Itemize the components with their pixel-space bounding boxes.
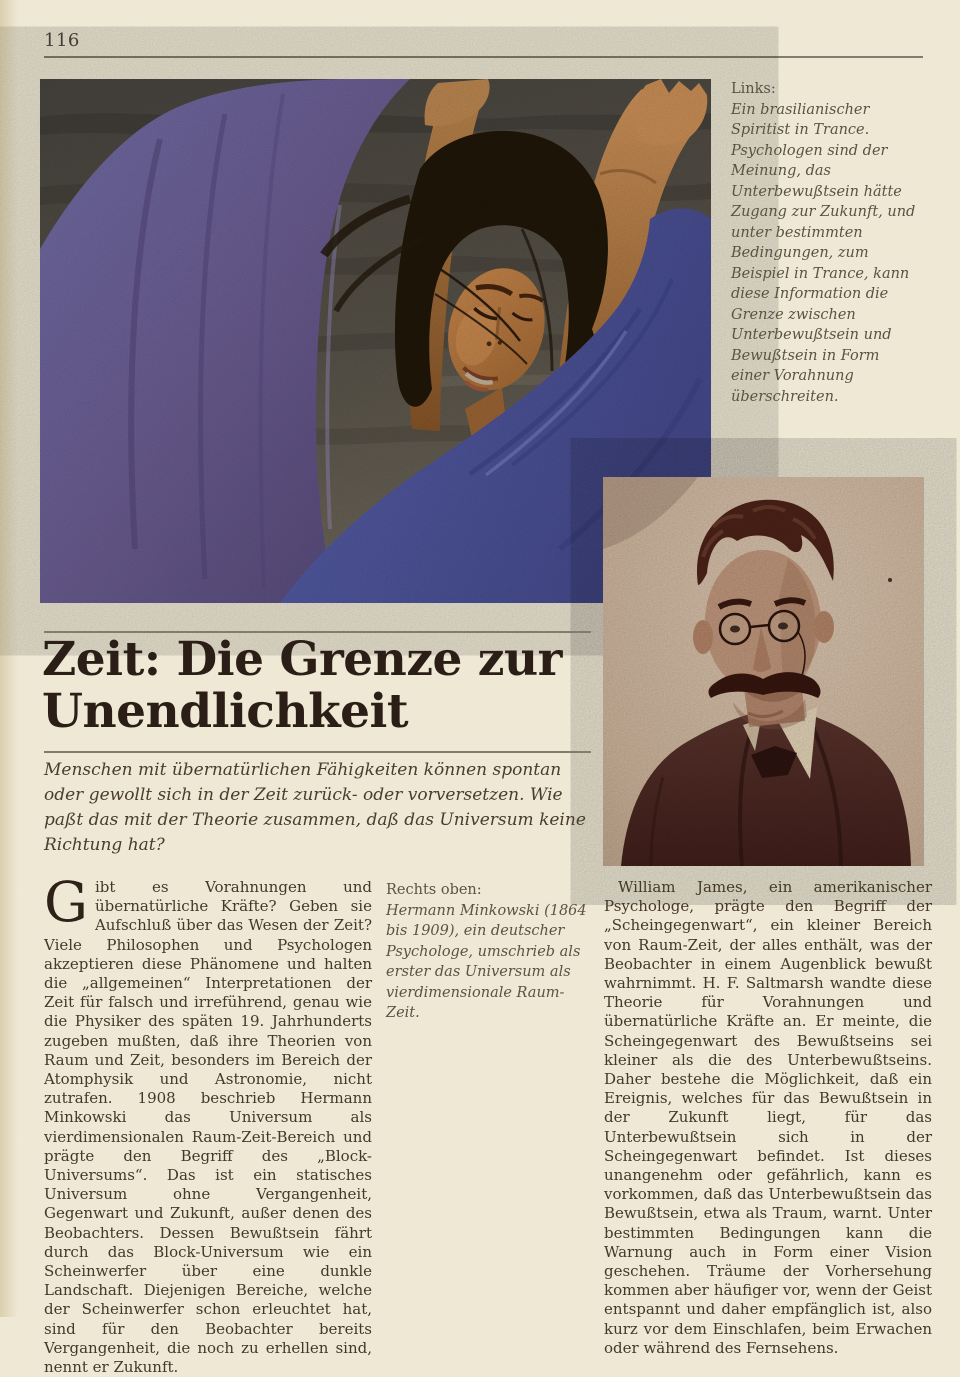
- header-rule: [44, 56, 923, 58]
- portrait-caption: [386, 880, 592, 1024]
- minkowski-portrait-photo: [603, 477, 924, 866]
- body-text-right: William James, ein amerikanischer Psychologe, prägte den Begriff der „Scheingegenwart“, ein kleiner Bereich von Raum-Zeit, der alles enthält, was der Beobachter in einem Augenblick bewußt wahrnimmt. H. F. Saltmarsh wandte diese Theorie für Vorahnungen und übernatürliche Kräfte an. Er meinte, die Scheingegenwart des Bewußtseins sei kleiner als die des Unterbewußtseins. Daher bestehe die Möglichkeit, daß ein Ereignis, welches für das Bewußtsein in der Zukunft liegt, für das Unterbewußtsein sich in der Scheingegenwart befindet. Ist dieses unangenehm oder gefährlich, kann es vorkommen, daß das Unterbewußtsein das Bewußtsein, etwa als Traum, warnt. Unter bestimmten Bedingungen kann die Warnung auch in Form einer Vision geschehen. Träume der Vorhersehung kommen aber häufiger vor, wenn der Geist entspannt und daher empfänglich ist, also kurz vor dem Einschlafen, beim Erwachen oder während des Fernsehens.: [604, 878, 932, 1357]
- caption-text: Hermann Minkowski (1864 bis 1909), ein deutscher Psychologe, umschrieb als erster das Universum als vierdimensionale Raum-Zeit.: [386, 902, 587, 1021]
- article-title: [42, 634, 612, 738]
- title-rule-bottom: [44, 751, 591, 753]
- page-number: 116: [44, 30, 80, 51]
- caption-text: Ein brasilianischer Spiritist in Trance. Psychologen sind der Meinung, das Unterbewußtsein hätte Zugang zur Zukunft, und unter bestimmten Bedingungen, zum Beispiel in Trance, kann diese Information die Grenze zwischen Unterbewußtsein und Bewußtsein in Form einer Vorahnung überschreiten.: [731, 101, 916, 405]
- caption-label: Rechts oben:: [386, 882, 482, 898]
- body-text-left: ibt es Vorahnungen und übernatürliche Kräfte? Geben sie Aufschluß über das Wesen der Zeit? Viele Philosophen und Psychologen akzeptieren diese Phänomene und halten die „allgemeinen“ Interpretationen der Zeit für falsch und irreführend, genau wie die Physiker des späten 19. Jahrhunderts zugeben mußten, daß ihre Theorien von Raum und Zeit, besonders im Bereich der Atomphysik und Astronomie, nicht zutrafen. 1908 beschrieb Hermann Minkowski das Universum als vierdimensionalen Raum-Zeit-Bereich und prägte den Begriff des „Block-Universums“. Das ist ein statisches Universum ohne Vergangenheit, Gegenwart und Zukunft, außer denen des Beobachters. Dessen Bewußtsein fährt durch das Block-Universum wie ein Scheinwerfer über eine dunkle Landschaft. Diejenigen Bereiche, welche der Scheinwerfer schon erleuchtet hat, sind für den Beobachter bereits Vergangenheit, die noch zu erhellen sind, nennt er Zukunft.: [44, 878, 372, 1377]
- body-column-right: [604, 878, 932, 1358]
- standfirst: Menschen mit übernatürlichen Fähigkeiten können spontan oder gewollt sich in der Zeit zurück- oder vorversetzen. Wie paßt das mit der Theorie zusammen, daß das Universum keine Richtung hat?: [44, 760, 586, 855]
- body-column-left: [44, 870, 372, 1377]
- trance-photo-caption: [731, 79, 921, 407]
- caption-label: Links:: [731, 81, 776, 97]
- title-line-1: Zeit: Die Grenze zur: [42, 632, 562, 687]
- drop-cap: G: [44, 870, 88, 934]
- title-line-2: Unendlichkeit: [42, 684, 409, 739]
